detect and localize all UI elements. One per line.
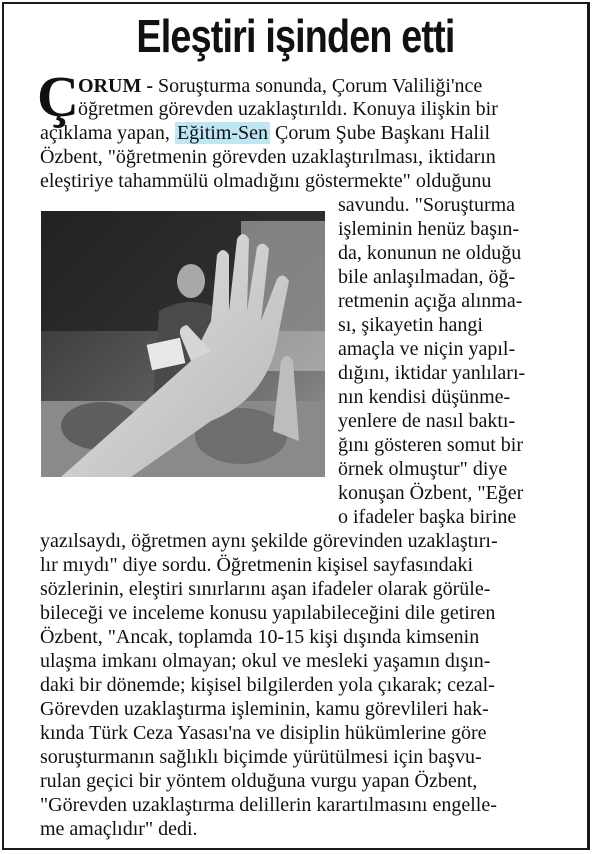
article-line: öğretmen görevden uzaklaştırıldı. Konuya ilişkin bir [78, 98, 498, 120]
article-line: nın kendisi düşünme- [338, 386, 511, 408]
city-dateline: ORUM - [78, 75, 158, 97]
article-line: ORUM - Soruşturma sonunda, Çorum Valiliği'nce [78, 75, 483, 97]
article-line: rulan geçici bir yöntem olduğuna vurgu yapan Özbent, [40, 770, 478, 792]
article-line: bile anlaşılmadan, öğ- [338, 266, 516, 288]
raised-hands-image [41, 211, 325, 477]
article-line: da, konunun ne olduğu [338, 242, 522, 264]
article-line: yenlere de nasıl baktı- [338, 410, 516, 432]
drop-cap: Ç [37, 64, 79, 129]
article-line: amaçla ve niçin yapıl- [338, 338, 516, 360]
article-line: sözlerinin, eleştiri sınırlarını aşan ifadeler olarak görüle- [40, 578, 491, 600]
classroom-photo [41, 211, 325, 477]
article-line: dığını, iktidar yanlıları- [338, 362, 526, 384]
article-line: yazılsaydı, öğretmen aynı şekilde görevinden uzaklaştırı- [40, 530, 498, 552]
article-line: konuşan Özbent, "Eğer [338, 482, 524, 504]
article-line: savundu. "Soruşturma [338, 194, 516, 216]
article-line: soruşturmanın sağlıklı biçimde yürütülmesi için başvu- [40, 746, 482, 768]
article-line: ulaşma imkanı olmayan; okul ve mesleki yaşamın dışın- [40, 650, 491, 672]
article-line: Özbent, "Ancak, toplamda 10-15 kişi dışında kimsenin [40, 626, 480, 648]
article-line: "Görevden uzaklaştırma delillerin karartılmasını engelle- [40, 794, 497, 816]
article-line: bileceği ve inceleme konusu yapılabileceğini dile getiren [40, 602, 496, 624]
article-line: Görevden uzaklaştırma işleminin, kamu görevlileri hak- [40, 698, 489, 720]
article-line: retmenin açığa alınma- [338, 290, 523, 312]
article-line: örnek olmuştur" diye [338, 458, 508, 480]
article-line: ğını gösteren somut bir [338, 434, 523, 456]
article-line: me amaçlıdır" dedi. [40, 818, 198, 840]
article-line: lır mıydı" diye sordu. Öğretmenin kişisel sayfasındaki [40, 554, 474, 576]
article-line: kında Türk Ceza Yasası'na ve disiplin hükümlerine göre [40, 722, 487, 744]
article-line: eleştiriye tahammülü olmadığını göstermekte" olduğunu [40, 170, 492, 192]
article-line: daki bir dönemde; kişisel bilgilerden yola çıkarak; cezal- [40, 674, 495, 696]
article-line: o ifadeler başka birine [338, 506, 517, 528]
article-line: açıklama yapan, Eğitim-Sen Çorum Şube Başkanı Halil [40, 122, 491, 144]
article-line: Özbent, "öğretmenin görevden uzaklaştırılması, iktidarın [40, 146, 496, 168]
highlighted-organization: Eğitim-Sen [176, 122, 269, 144]
article-line: sı, şikayetin hangi [338, 314, 483, 336]
article-line: işleminin henüz başın- [338, 218, 520, 240]
newspaper-clipping [2, 2, 590, 850]
headline: Eleştiri işinden etti [136, 10, 455, 62]
